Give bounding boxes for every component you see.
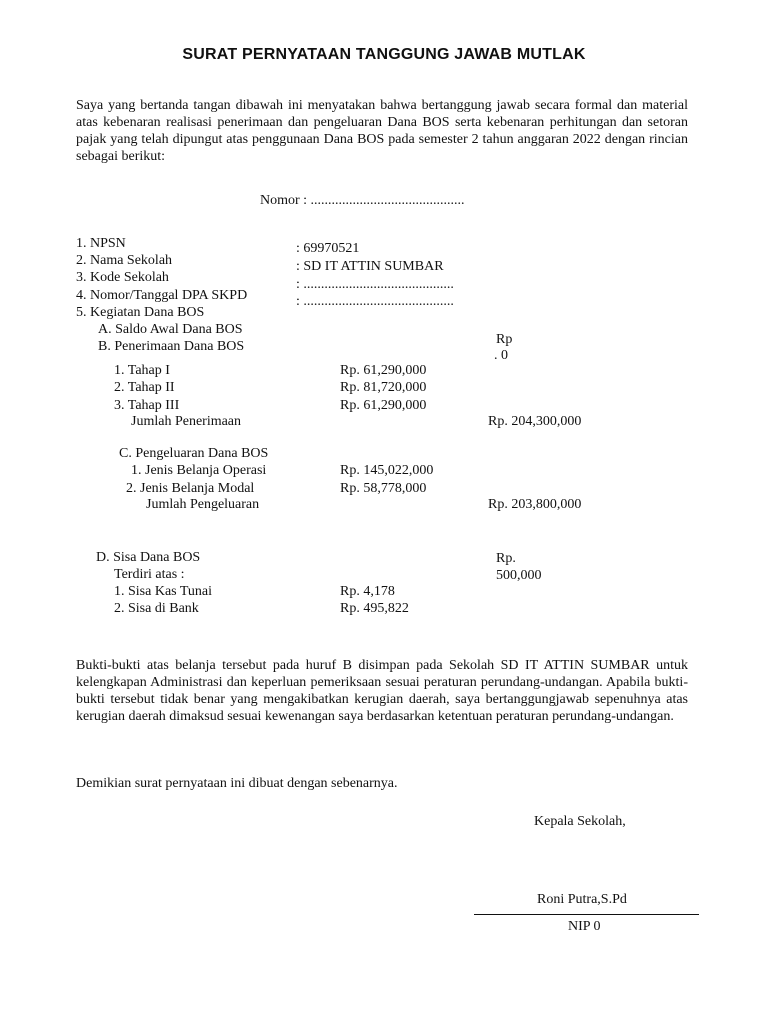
kode-sekolah-value: : ........................................... — [296, 277, 454, 292]
tahap-2-value: Rp. 81,720,000 — [340, 380, 427, 395]
belanja-operasi-label: 1. Jenis Belanja Operasi — [131, 463, 267, 478]
sisa-dana-rp: Rp. — [496, 551, 516, 566]
penerimaan-label: B. Penerimaan Dana BOS — [98, 339, 245, 354]
intro-paragraph: Saya yang bertanda tangan dibawah ini menyatakan bahwa bertanggung jawab secara formal dan material atas kebenaran realisasi penerimaan dan pengeluaran Dana BOS serta kebenaran perhitungan dan setoran pajak yang telah dipungut atas penggunaan Dana BOS pada semester 2 tahun anggaran 2022 dengan rincian sebagai berikut: — [76, 98, 688, 164]
bukti-paragraph: Bukti-bukti atas belanja tersebut pada huruf B disimpan pada Sekolah SD IT ATTIN SUMBAR untuk kelengkapan Administrasi dan keperluan pemeriksaan sesuai peraturan perundang-undangan. Apabila bukti-bukti tersebut tidak benar yang mengakibatkan kerugian daerah, saya bertanggungjawab sepenuhnya atas kerugian daerah dimaksud sesuai kewenangan saya berdasarkan ketentuan peraturan perundang-undangan. — [76, 658, 688, 724]
kegiatan-label: 5. Kegiatan Dana BOS — [76, 305, 205, 320]
saldo-awal-rp: Rp — [496, 332, 513, 347]
tahap-1-value: Rp. 61,290,000 — [340, 363, 427, 378]
tahap-1-label: 1. Tahap I — [114, 363, 170, 378]
nama-sekolah-value: : SD IT ATTIN SUMBAR — [296, 259, 444, 274]
sisa-di-bank-label: 2. Sisa di Bank — [114, 601, 199, 616]
nama-sekolah-label: 2. Nama Sekolah — [76, 253, 173, 268]
npsn-label: 1. NPSN — [76, 236, 126, 251]
signature-nip: NIP 0 — [568, 919, 601, 934]
signature-line — [474, 914, 699, 915]
signature-role: Kepala Sekolah, — [534, 814, 626, 829]
saldo-awal-label: A. Saldo Awal Dana BOS — [98, 322, 243, 337]
belanja-operasi-value: Rp. 145,022,000 — [340, 463, 434, 478]
sisa-dana-value: 500,000 — [496, 568, 542, 583]
tahap-3-value: Rp. 61,290,000 — [340, 398, 427, 413]
dpa-skpd-value: : ........................................... — [296, 294, 454, 309]
sisa-kas-tunai-label: 1. Sisa Kas Tunai — [114, 584, 213, 599]
jumlah-pengeluaran-label: Jumlah Pengeluaran — [146, 497, 260, 512]
sisa-kas-tunai-value: Rp. 4,178 — [340, 584, 395, 599]
kode-sekolah-label: 3. Kode Sekolah — [76, 270, 169, 285]
jumlah-pengeluaran-value: Rp. 203,800,000 — [488, 497, 582, 512]
pengeluaran-label: C. Pengeluaran Dana BOS — [119, 446, 269, 461]
sisa-dana-label: D. Sisa Dana BOS — [96, 550, 201, 565]
tahap-2-label: 2. Tahap II — [114, 380, 175, 395]
sisa-di-bank-value: Rp. 495,822 — [340, 601, 409, 616]
belanja-modal-label: 2. Jenis Belanja Modal — [126, 481, 255, 496]
dpa-skpd-label: 4. Nomor/Tanggal DPA SKPD — [76, 288, 248, 303]
closing-statement: Demikian surat pernyataan ini dibuat dengan sebenarnya. — [76, 776, 398, 791]
saldo-awal-value: . 0 — [494, 348, 508, 363]
npsn-value: : 69970521 — [296, 241, 360, 256]
belanja-modal-value: Rp. 58,778,000 — [340, 481, 427, 496]
jumlah-penerimaan-value: Rp. 204,300,000 — [488, 414, 582, 429]
document-title: SURAT PERNYATAAN TANGGUNG JAWAB MUTLAK — [182, 46, 586, 63]
terdiri-atas-label: Terdiri atas : — [114, 567, 185, 582]
nomor-line: Nomor : ............................................ — [260, 193, 465, 208]
tahap-3-label: 3. Tahap III — [114, 398, 180, 413]
signature-name: Roni Putra,S.Pd — [537, 892, 627, 907]
jumlah-penerimaan-label: Jumlah Penerimaan — [131, 414, 242, 429]
